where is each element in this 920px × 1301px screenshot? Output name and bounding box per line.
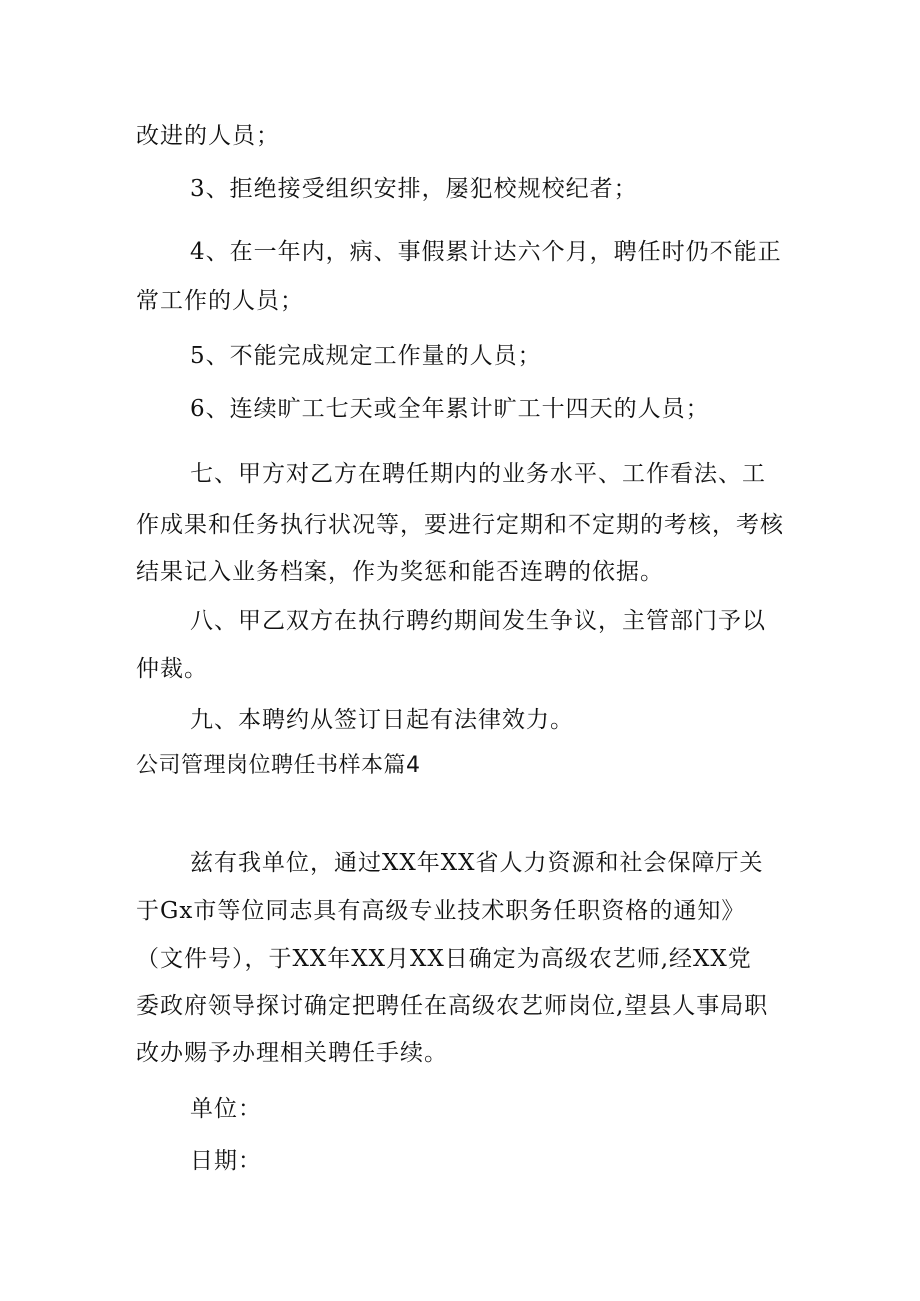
body-line: 改办赐予办理相关聘任手续。	[136, 1040, 448, 1066]
text-line: 结果记入业务档案，作为奖惩和能否连聘的依据。	[136, 559, 664, 585]
list-item-4: 4、在一年内，病、事假累计达六个月，聘任时仍不能正	[190, 239, 782, 265]
section-title: 公司管理岗位聘任书样本篇4	[136, 753, 421, 778]
date-label: 日期：	[190, 1148, 262, 1174]
body-line: 兹有我单位，通过XX年XX省人力资源和社会保障厅关	[190, 850, 764, 876]
body-line: 委政府领导探讨确定把聘任在高级农艺师岗位,望县人事局职	[136, 993, 769, 1019]
clause-8: 八、甲乙双方在执行聘约期间发生争议，主管部门予以	[190, 608, 766, 634]
text-line: 作成果和任务执行状况等，要进行定期和不定期的考核，考核	[136, 512, 784, 538]
list-item-5: 5、不能完成规定工作量的人员；	[190, 343, 542, 369]
body-line: （文件号），于XX年XX月XX日确定为高级农艺师,经XX党	[136, 946, 752, 972]
clause-9: 九、本聘约从签订日起有法律效力。	[190, 707, 574, 733]
list-item-6: 6、连续旷工七天或全年累计旷工十四天的人员；	[190, 396, 710, 422]
text-line: 仲裁。	[136, 656, 208, 682]
text-line: 常工作的人员；	[136, 288, 304, 314]
clause-7: 七、甲方对乙方在聘任期内的业务水平、工作看法、工	[190, 461, 766, 487]
unit-label: 单位：	[190, 1096, 262, 1122]
body-line: 于Gx市等位同志具有高级专业技术职务任职资格的通知》	[136, 898, 746, 924]
list-item-3: 3、拒绝接受组织安排，屡犯校规校纪者；	[190, 176, 638, 202]
text-line: 改进的人员；	[136, 123, 280, 149]
